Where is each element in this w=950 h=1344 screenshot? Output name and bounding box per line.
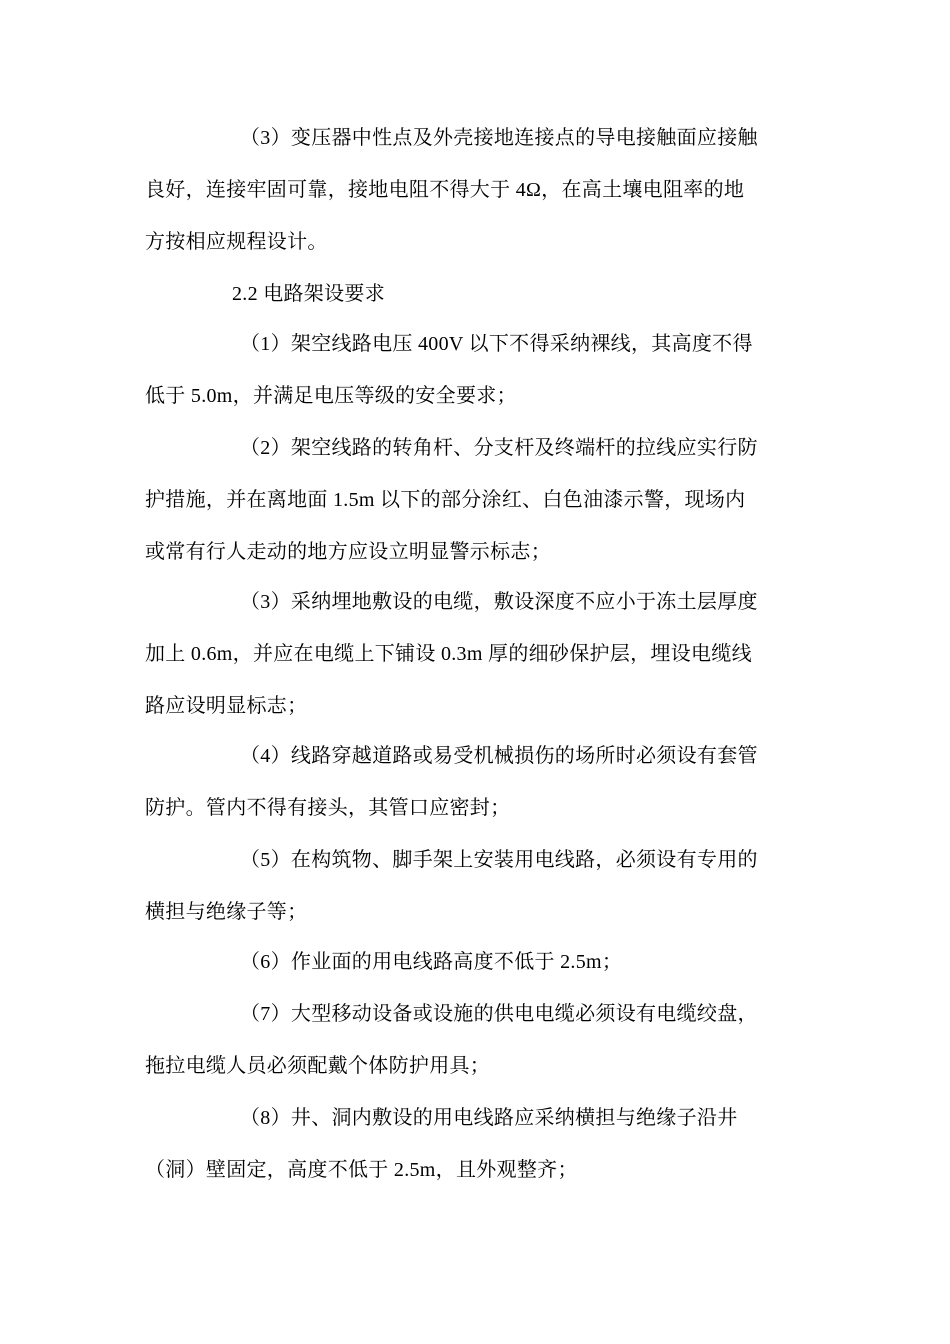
paragraph-line: 横担与绝缘子等； <box>145 901 308 923</box>
paragraph-line: （4）线路穿越道路或易受机械损伤的场所时必须设有套管 <box>240 745 758 767</box>
paragraph-line: 加上 0.6m，并应在电缆上下铺设 0.3m 厚的细砂保护层，埋设电缆线 <box>145 643 752 665</box>
paragraph-line: （洞）壁固定，高度不低于 2.5m，且外观整齐； <box>145 1159 578 1181</box>
paragraph-line: 方按相应规程设计。 <box>145 231 328 253</box>
paragraph-line: （8）井、洞内敷设的用电线路应采纳横担与绝缘子沿井 <box>240 1107 738 1129</box>
section-heading: 2.2 电路架设要求 <box>232 283 385 305</box>
paragraph-line: （3）变压器中性点及外壳接地连接点的导电接触面应接触 <box>240 127 758 149</box>
paragraph-line: （1）架空线路电压 400V 以下不得采纳裸线，其高度不得 <box>240 333 753 355</box>
paragraph-line: （5）在构筑物、脚手架上安装用电线路，必须设有专用的 <box>240 849 758 871</box>
paragraph-line: 防护。管内不得有接头，其管口应密封； <box>145 797 511 819</box>
paragraph-line: 路应设明显标志； <box>145 695 308 717</box>
paragraph-line: 或常有行人走动的地方应设立明显警示标志； <box>145 541 551 563</box>
paragraph-line: （6）作业面的用电线路高度不低于 2.5m； <box>240 951 623 973</box>
paragraph-line: 良好，连接牢固可靠，接地电阻不得大于 4Ω，在高土壤电阻率的地 <box>145 179 745 201</box>
paragraph-line: （7）大型移动设备或设施的供电电缆必须设有电缆绞盘， <box>240 1003 758 1025</box>
paragraph-line: 低于 5.0m，并满足电压等级的安全要求； <box>145 385 517 407</box>
paragraph-line: （3）采纳埋地敷设的电缆，敷设深度不应小于冻土层厚度 <box>240 591 758 613</box>
paragraph-line: 拖拉电缆人员必须配戴个体防护用具； <box>145 1055 491 1077</box>
paragraph-line: 护措施，并在离地面 1.5m 以下的部分涂红、白色油漆示警，现场内 <box>145 489 746 511</box>
paragraph-line: （2）架空线路的转角杆、分支杆及终端杆的拉线应实行防 <box>240 437 758 459</box>
